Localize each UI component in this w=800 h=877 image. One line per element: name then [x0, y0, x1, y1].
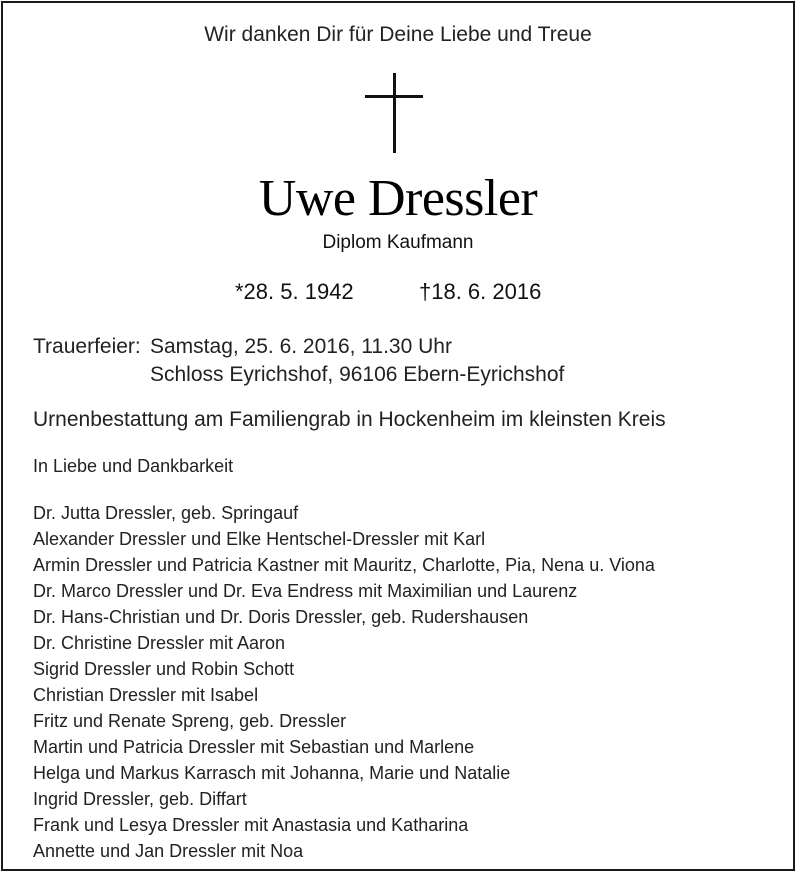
death-date: †18. 6. 2016 — [419, 279, 542, 304]
mourner-entry: Helga und Markus Karrasch mit Johanna, Marie und Natalie — [33, 763, 511, 783]
mourner-entry: Sigrid Dressler und Robin Schott — [33, 659, 295, 679]
mourner-entry: Alexander Dressler und Elke Hentschel-Dressler mit Karl — [33, 529, 486, 549]
mourner-entry: Martin und Patricia Dressler mit Sebastian und Marlene — [33, 737, 475, 757]
dedication-line: Wir danken Dir für Deine Liebe und Treue — [204, 23, 592, 46]
mourner-entry: Dr. Marco Dressler und Dr. Eva Endress mit Maximilian und Laurenz — [33, 581, 578, 601]
cross-horizontal-bar — [365, 95, 423, 98]
academic-title: Diplom Kaufmann — [322, 232, 474, 253]
mourners-list — [33, 500, 655, 864]
mourner-entry: Armin Dressler und Patricia Kastner mit Mauritz, Charlotte, Pia, Nena u. Viona — [33, 555, 655, 575]
cross-vertical-bar — [393, 73, 396, 153]
ceremony-label: Trauerfeier: — [33, 335, 141, 358]
burial-notice: Urnenbestattung am Familiengrab in Hockenheim im kleinsten Kreis — [33, 408, 666, 431]
mourner-entry: Fritz und Renate Spreng, geb. Dressler — [33, 711, 347, 731]
deceased-name: Uwe Dressler — [258, 170, 538, 227]
mourner-entry: Dr. Hans-Christian und Dr. Doris Dressler, geb. Rudershausen — [33, 607, 529, 627]
mourner-entry: Ingrid Dressler, geb. Diffart — [33, 789, 247, 809]
ceremony-date-time: Samstag, 25. 6. 2016, 11.30 Uhr — [150, 335, 452, 358]
mourner-entry: Dr. Christine Dressler mit Aaron — [33, 633, 286, 653]
birth-date: *28. 5. 1942 — [235, 279, 354, 304]
mourner-entry: Dr. Jutta Dressler, geb. Springauf — [33, 503, 299, 523]
mourner-entry: Annette und Jan Dressler mit Noa — [33, 841, 304, 861]
latin-cross-icon — [365, 73, 425, 153]
obituary-notice — [1, 1, 795, 871]
closing-line: In Liebe und Dankbarkeit — [33, 456, 234, 476]
ceremony-location: Schloss Eyrichshof, 96106 Ebern-Eyrichshof — [150, 363, 565, 386]
mourner-entry: Frank und Lesya Dressler mit Anastasia und Katharina — [33, 815, 469, 835]
mourner-entry: Christian Dressler mit Isabel — [33, 685, 259, 705]
